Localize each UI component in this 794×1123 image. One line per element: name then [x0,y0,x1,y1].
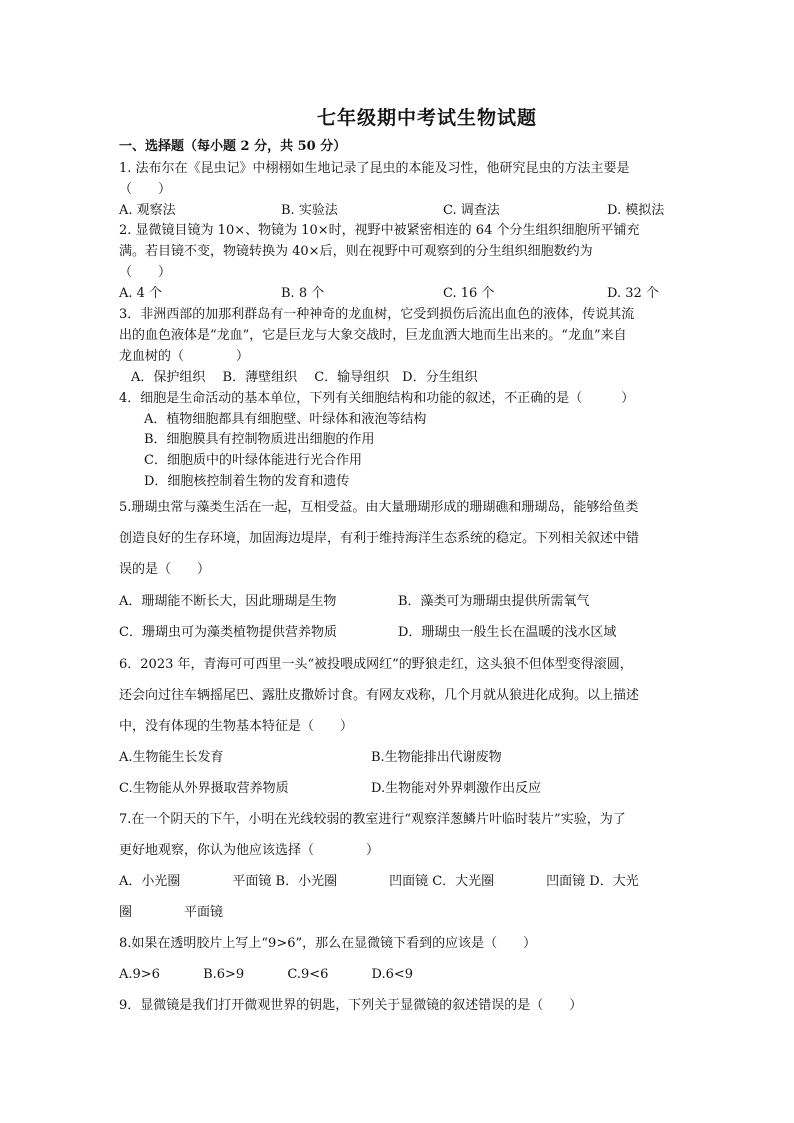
question-7-stem-line1: 7.在一个阴天的下午，小明在光线较弱的教室进行“观察洋葱鳞片叶临时装片”实验，为了 [119,812,626,827]
question-7-options-line1: A．小光圈 平面镜 B．小光圈 凹面镜 C．大光圈 凹面镜 D．大光 [119,874,639,889]
page-title: 七年级期中考试生物试题 [316,107,537,129]
question-1-stem: 1. 法布尔在《昆虫记》中栩栩如生地记录了昆虫的本能及习性，他研究昆虫的方法主要是 [119,161,630,176]
option-d: D. 32 个 [607,286,659,301]
option-a: A.生物能生长发育 [119,750,224,765]
question-7-options-line2: 圈 平面镜 [119,905,224,920]
option-a: A．珊瑚能不断长大，因此珊瑚是生物 [119,594,337,609]
question-3-stem-line2: 出的血色液体是“龙血”，它是巨龙与大象交战时，巨龙血洒大地而生出来的。“龙血”来自 [119,328,627,343]
question-6-stem-line3: 中，没有体现的生物基本特征是（ ） [119,719,354,734]
question-9-stem: 9．显微镜是我们打开微观世界的钥匙，下列关于显微镜的叙述错误的是（ ） [119,998,583,1013]
question-2-blank: （ ） [119,265,172,280]
option-b: B. 8 个 [281,286,325,301]
option-c: C．珊瑚虫可为藻类植物提供营养物质 [119,625,337,640]
option-d: D.生物能对外界刺激作出反应 [371,781,542,796]
question-6-stem-line1: 6．2023 年，青海可可西里一头“被投喂成网红”的野狼走红，这头狼不但体型变得滚圆， [119,657,633,672]
section-heading: 一、选择题（每小题 2 分，共 50 分） [119,139,347,154]
option-b: B. 实验法 [281,203,338,218]
question-2-stem-line2: 满。若目镜不变，物镜转换为 40×后，则在视野中可观察到的分生组织细胞数约为 [119,244,593,259]
option-c: C.生物能从外界摄取营养物质 [119,781,289,796]
option-c: C. 调查法 [443,203,500,218]
option-d: D．珊瑚虫一般生长在温暖的浅水区域 [398,625,617,640]
option-b: B．藻类可为珊瑚虫提供所需氧气 [398,594,590,609]
option-c: C. 16 个 [443,286,495,301]
question-6-stem-line2: 还会向过往车辆摇尾巴、露肚皮撒娇讨食。有网友戏称，几个月就从狼进化成狗。以上描述 [119,688,640,703]
question-5-stem-line2: 创造良好的生存环境，加固海边堤岸，有利于维持海洋生态系统的稳定。下列相关叙述中错 [119,531,640,546]
option-a: A．植物细胞都具有细胞壁、叶绿体和液泡等结构 [144,412,427,427]
option-b: B.生物能排出代谢废物 [371,750,502,765]
question-3-stem-line1: 3．非洲西部的加那利群岛有一种神奇的龙血树，它受到损伤后流出血色的液体，传说其流 [119,307,635,322]
question-3-stem-line3: 龙血树的（ ） [119,349,250,364]
question-3-options: A．保护组织 B．薄壁组织 C．输导组织 D．分生组织 [131,370,478,385]
option-d: D．细胞核控制着生物的发育和遗传 [144,474,350,489]
question-8-options: A.9>6 B.6>9 C.9<6 D.6<9 [119,967,414,982]
question-2-stem-line1: 2. 显微镜目镜为 10×、物镜为 10×时，视野中被紧密相连的 64 个分生组织细胞所平铺充 [119,223,640,238]
option-a: A. 4 个 [119,286,163,301]
option-b: B．细胞膜具有控制物质进出细胞的作用 [144,432,375,447]
question-5-stem-line1: 5.珊瑚虫常与藻类生活在一起，互相受益。由大量珊瑚形成的珊瑚礁和珊瑚岛，能够给鱼类 [119,500,639,515]
question-1-blank: （ ） [119,182,172,197]
question-8-stem: 8.如果在透明胶片上写上“9>6”，那么在显微镜下看到的应该是（ ） [119,936,537,951]
question-5-stem-line3: 误的是（ ） [119,562,211,577]
question-7-stem-line2: 更好地观察，你认为他应该选择（ ） [119,843,380,858]
option-d: D. 模拟法 [607,203,665,218]
option-a: A. 观察法 [119,203,176,218]
option-c: C．细胞质中的叶绿体能进行光合作用 [144,453,362,468]
question-4-stem: 4．细胞是生命活动的基本单位，下列有关细胞结构和功能的叙述，不正确的是（ ） [119,391,635,406]
